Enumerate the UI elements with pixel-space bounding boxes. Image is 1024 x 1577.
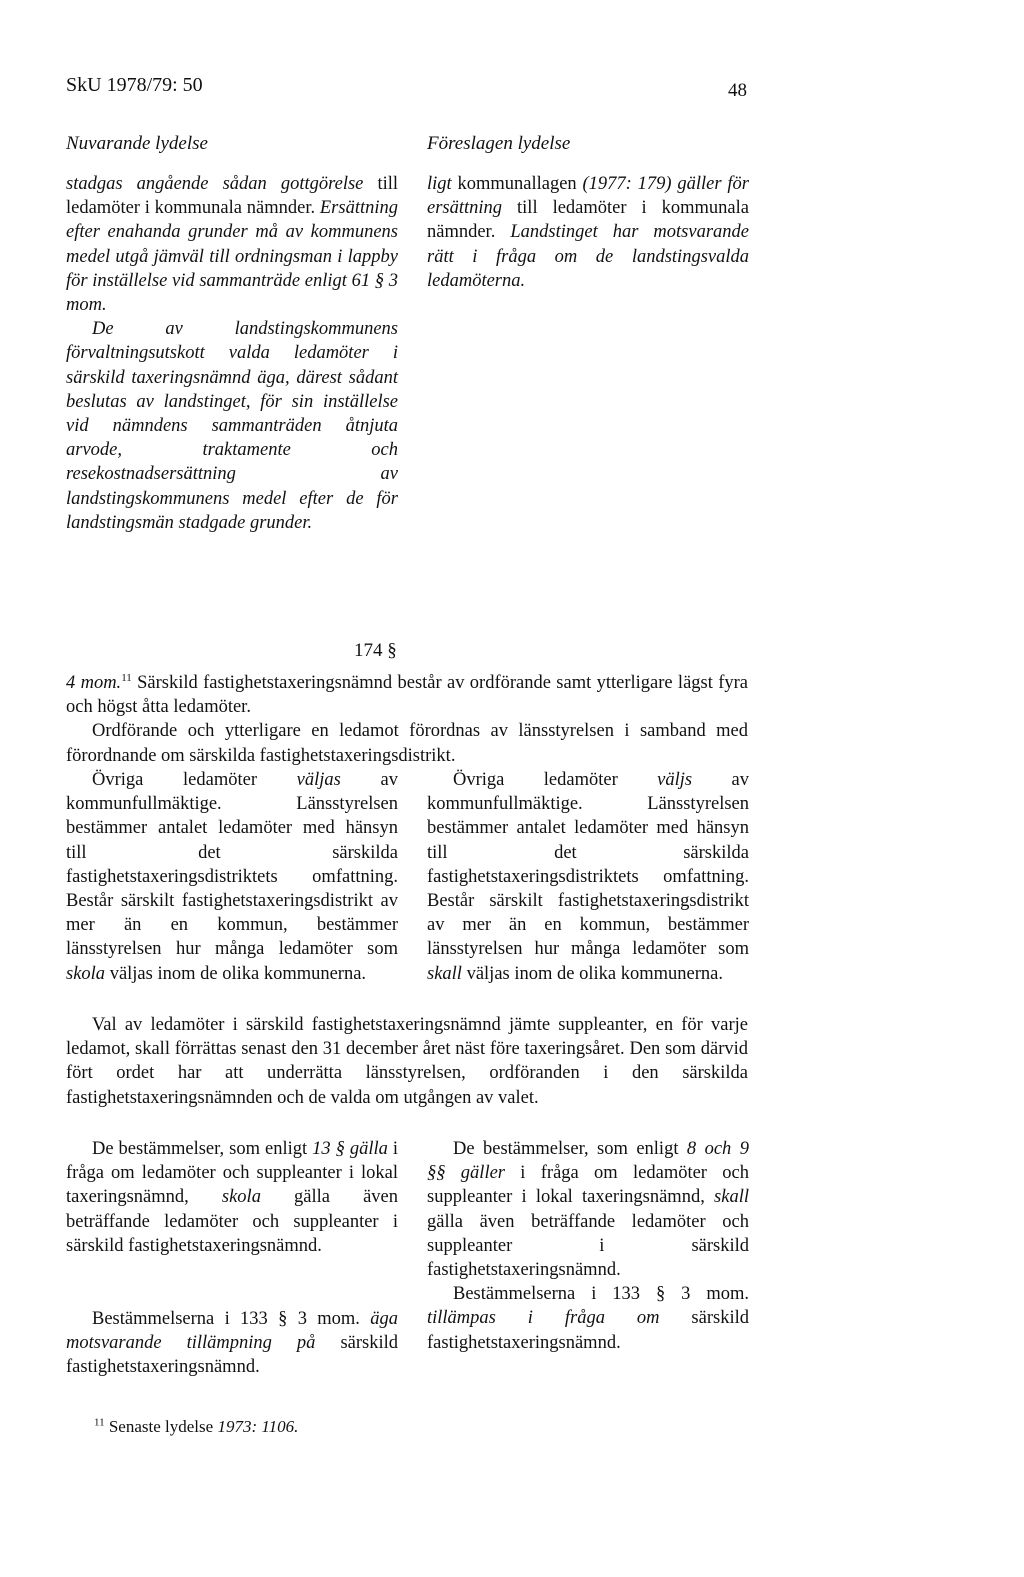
text-run: Ordförande och ytterligare en ledamot förordnas av länsstyrelsen i samband med förordnande om särskilda fastighetstaxeringsdistrikt. — [66, 721, 748, 766]
current-wording-mid — [66, 768, 398, 986]
text-run: Landstinget har motsvarande rätt i fråga om de landstingsvalda ledamöterna. — [427, 222, 750, 291]
mom-label: 4 mom. — [66, 673, 122, 693]
text-run: ligt — [427, 174, 452, 194]
text-run: skall — [714, 1187, 749, 1208]
footnote-ref: 11 — [121, 671, 132, 684]
text-run: väljas inom de olika kommunerna. — [105, 963, 367, 984]
text-run: av kommunfullmäktige. Länsstyrelsen bestämmer antalet ledamöter med hänsyn till det särskilda fastighetstaxeringsdistriktets omfattning. Består särskilt fastighetstaxeringsdistrikt av mer än en kommun, bestämmer länsstyrelsen hur många ledamöter som — [427, 770, 749, 960]
page-number: 48 — [728, 80, 747, 101]
text-run: Val av ledamöter i särskild fastighetstaxeringsnämnd jämte suppleanter, en för varje ledamot, skall förrättas senast den 31 december året näst före taxeringsåret. Den som därvid fört ordet har att underrätta länsstyrelsen, ordföranden i den särskilda fastighetstaxeringsnämnden och de valda om utgången av valet. — [66, 1015, 748, 1108]
text-run: särskild fastighetstaxeringsnämnd. — [66, 1333, 398, 1378]
text-run: Bestämmelserna i 133 § 3 mom. — [453, 1284, 749, 1305]
text-run: av kommunfullmäktige. Länsstyrelsen bestämmer antalet ledamöter med hänsyn till det särskilda fastighetstaxeringsdistriktets omfattning. Består särskilt fastighetstaxeringsdistrikt av mer än en kommun, bestämmer länsstyrelsen hur många ledamöter som — [66, 770, 398, 960]
text-run: gälla även beträffande ledamöter och suppleanter i särskild fastighetstaxeringsnämnd. — [66, 1187, 399, 1256]
text-run: De av landstingskommunens förvaltningsutskott valda ledamöter i särskild taxeringsnämnd äga, därest sådant beslutas av landstinget, för sin inställelse vid nämndens sammanträden åtnjuta arvode, traktamente och resekostnadsersättning av landstingskommunens medel efter de för landstingsmän stadgade grunder. — [66, 319, 398, 533]
current-wording-bottom — [66, 1137, 398, 1258]
election-paragraph — [66, 1013, 748, 1110]
text-run: särskild fastighetstaxeringsnämnd. — [427, 1308, 749, 1353]
text-run: Övriga ledamöter — [92, 770, 297, 790]
text-run: äga motsvarande tillämpning på — [66, 1309, 398, 1354]
text-run: skall — [427, 963, 462, 984]
proposed-wording-top — [427, 172, 749, 293]
text-run: De bestämmelser, som enligt — [453, 1139, 687, 1159]
proposed-wording-bottom — [427, 1137, 749, 1355]
text-run: Bestämmelserna i 133 § 3 mom. — [92, 1309, 371, 1329]
text-run: gälla även beträffande ledamöter och suppleanter i särskild fastighetstaxeringsnämnd. — [427, 1211, 749, 1281]
current-wording-bottom-2 — [66, 1307, 398, 1380]
text-run: väljs — [657, 770, 693, 790]
text-run: i fråga om ledamöter och suppleanter i lokal taxeringsnämnd, — [427, 1163, 749, 1208]
text-run: 13 § gälla — [312, 1139, 388, 1159]
section-number: 174 § — [354, 640, 397, 661]
text-run: till ledamöter i kommunala nämnder. — [427, 198, 749, 243]
text-run: De bestämmelser, som enligt — [92, 1139, 313, 1159]
text-run: väljas inom de olika kommunerna. — [461, 963, 723, 984]
text-run: skola — [66, 963, 106, 984]
proposed-wording-title: Föreslagen lydelse — [427, 133, 571, 154]
footnote — [94, 1417, 298, 1437]
current-wording-top — [66, 172, 398, 535]
text-run: 8 och 9 §§ gäller — [427, 1139, 749, 1184]
text-run: i fråga om ledamöter och suppleanter i lokal taxeringsnämnd, — [66, 1139, 399, 1208]
text-run: 1973: 1106. — [217, 1417, 299, 1436]
text-run: stadgas angående sådan gottgörelse — [66, 174, 364, 194]
text-run: Övriga ledamöter — [453, 770, 658, 790]
text-run: Särskild fastighetstaxeringsnämnd består av ordförande samt ytterligare lägst fyra och högst åtta ledamöter. — [66, 673, 748, 718]
text-run: skola — [221, 1187, 261, 1208]
text-run: Ersättning efter enahanda grunder må av kommunens medel utgå jämväl till ordningsman i lappby för inställelse vid sammanträde enligt 61 § 3 mom. — [66, 198, 398, 316]
current-wording-title: Nuvarande lydelse — [66, 133, 208, 154]
footnote-number: 11 — [94, 1416, 105, 1429]
text-run: (1977: 179) gäller för ersättning — [427, 174, 749, 219]
text-run: väljas — [296, 770, 341, 790]
text-run: kommunallagen — [451, 174, 583, 194]
text-run: till ledamöter i kommunala nämnder. — [66, 174, 399, 219]
text-run: tillämpas i fråga om — [427, 1308, 660, 1329]
text-run: Senaste lydelse — [104, 1417, 218, 1436]
document-reference: SkU 1978/79: 50 — [66, 74, 203, 96]
proposed-wording-mid — [427, 768, 749, 986]
section-common-text — [66, 671, 748, 768]
